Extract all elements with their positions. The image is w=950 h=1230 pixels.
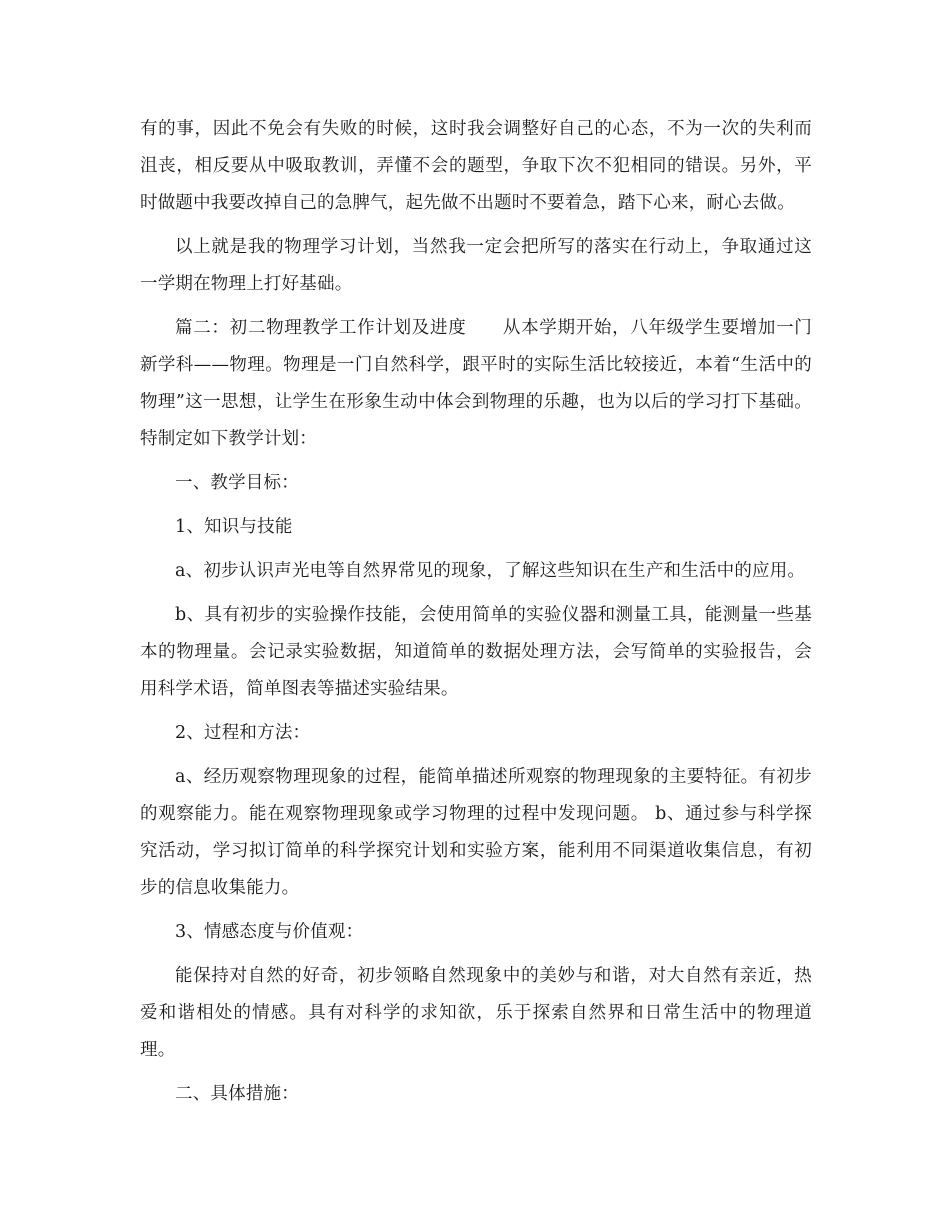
- paragraph-item-a2: a、经历观察物理现象的过程，能简单描述所观察的物理现象的主要特征。有初步的观察能力。能在观察物理现象或学习物理的过程中发现问题。 b、通过参与科学探究活动，学习拟订简单的科学探究计划和实验方案，能利用不同渠道收集信息，有初步的信息收集能力。: [140, 767, 812, 898]
- subheading-process-method: 2、过程和方法：: [175, 723, 311, 743]
- heading-specific-measures: 二、具体措施：: [175, 1084, 299, 1104]
- paragraph-item-a1: a、初步认识声光电等自然界常见的现象，了解这些知识在生产和生活中的应用。: [175, 561, 806, 581]
- heading-teaching-goals: 一、教学目标：: [175, 473, 299, 493]
- subheading-knowledge-skills: 1、知识与技能: [175, 517, 293, 537]
- paragraph-attitude: 能保持对自然的好奇，初步领略自然现象中的美妙与和谐，对大自然有亲近，热爱和谐相处的情感。具有对科学的求知欲，乐于探索自然界和日常生活中的物理道理。: [140, 966, 812, 1060]
- paragraph-part-two-intro: 篇二：初二物理教学工作计划及进度 从本学期开始，八年级学生要增加一门新学科——物理。物理是一门自然科学，跟平时的实际生活比较接近，本着“生活中的物理”这一思想，让学生在形象生动中体会到物理的乐趣，也为以后的学习打下基础。 特制定如下教学计划：: [140, 318, 818, 449]
- paragraph-summary: 以上就是我的物理学习计划，当然我一定会把所写的落实在行动上，争取通过这一学期在物理上打好基础。: [140, 237, 812, 294]
- paragraph-continued: 有的事，因此不免会有失败的时候，这时我会调整好自己的心态，不为一次的失利而沮丧，相反要从中吸取教训，弄懂不会的题型，争取下次不犯相同的错误。另外，平时做题中我要改掉自己的急脾气，起先做不出题时不要着急，踏下心来，耐心去做。: [140, 119, 812, 213]
- subheading-attitude-values: 3、情感态度与价值观：: [175, 922, 364, 942]
- paragraph-item-b1: b、具有初步的实验操作技能，会使用简单的实验仪器和测量工具，能测量一些基本的物理量。会记录实验数据，知道简单的数据处理方法，会写简单的实验报告，会用科学术语，简单图表等描述实验结果。: [140, 605, 812, 699]
- document-body: [140, 111, 818, 1120]
